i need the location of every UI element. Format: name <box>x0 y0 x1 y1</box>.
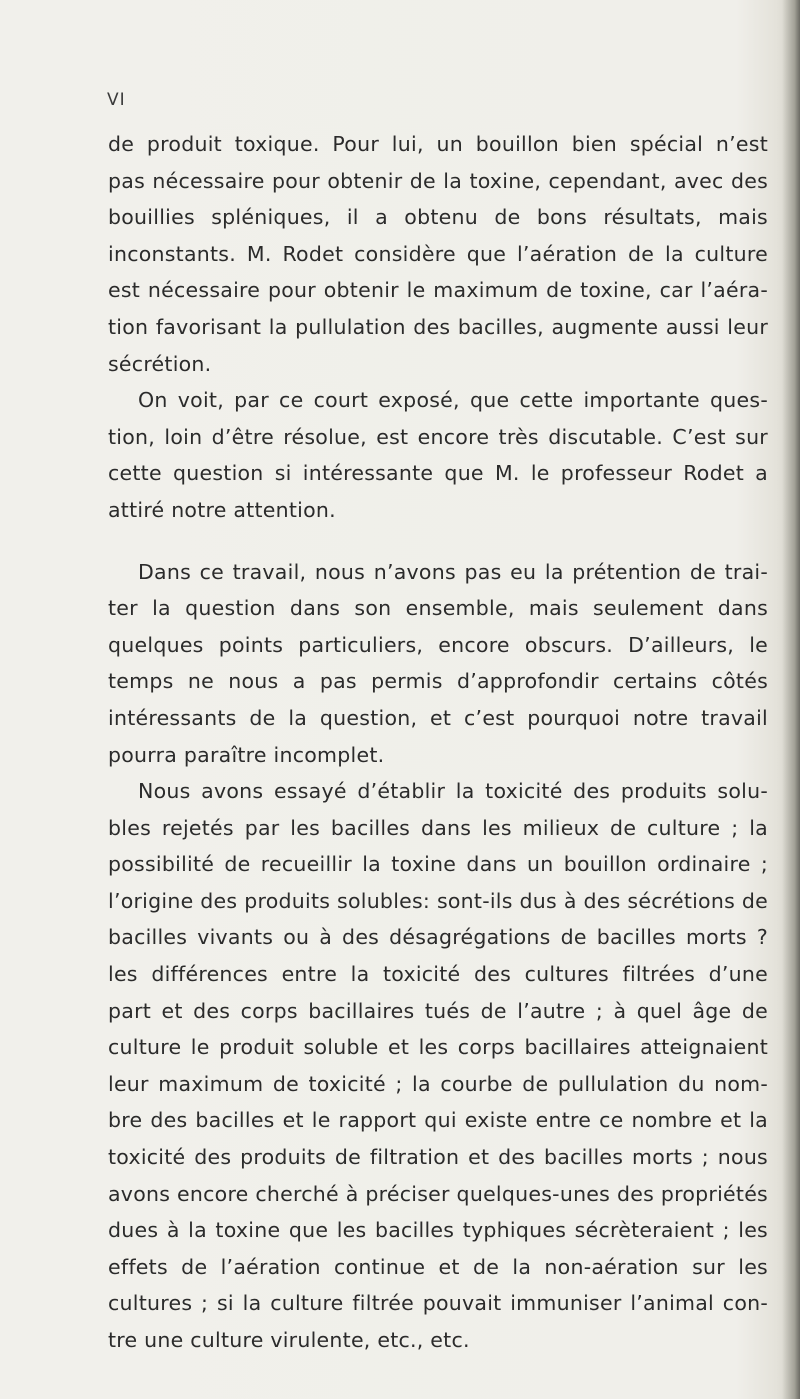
text-line: sécrétion. <box>108 351 212 376</box>
text-line: quelques points particuliers, encore obscurs. D’ailleurs, le <box>108 632 768 657</box>
text-line: avons encore cherché à préciser quelques-unes des propriétés <box>108 1181 768 1206</box>
text-line: bre des bacilles et le rapport qui existe entre ce nombre et la <box>108 1108 768 1133</box>
text-line: tion, loin d’être résolue, est encore très discutable. C’est sur <box>108 424 768 449</box>
text-line: effets de l’aération continue et de la non-aération sur les <box>108 1254 768 1279</box>
text-line: bacilles vivants ou à des désagrégations de bacilles morts ? <box>108 925 768 950</box>
text-line: toxicité des produits de filtration et des bacilles morts ; nous <box>108 1145 768 1170</box>
text-line: part et des corps bacillaires tués de l’autre ; à quel âge de <box>108 998 768 1023</box>
text-line: leur maximum de toxicité ; la courbe de pullulation du nom- <box>108 1071 768 1096</box>
text-line: est nécessaire pour obtenir le maximum de toxine, car l’aéra- <box>108 278 768 303</box>
text-line: tion favorisant la pullulation des bacilles, augmente aussi leur <box>108 314 768 339</box>
text-line: Dans ce travail, nous n’avons pas eu la prétention de trai- <box>138 559 768 584</box>
text-line: pas nécessaire pour obtenir de la toxine, cependant, avec des <box>108 168 768 193</box>
text-line: bles rejetés par les bacilles dans les milieux de culture ; la <box>108 815 768 840</box>
text-line: culture le produit soluble et les corps bacillaires atteignaient <box>108 1035 768 1060</box>
text-line: cultures ; si la culture filtrée pouvait immuniser l’animal con- <box>108 1291 768 1316</box>
text-line: Nous avons essayé d’établir la toxicité des produits solu- <box>138 779 768 804</box>
paragraph-1 <box>108 126 768 382</box>
text-line: inconstants. M. Rodet considère que l’aération de la culture <box>108 241 768 266</box>
text-line: attiré notre attention. <box>108 497 336 522</box>
text-line: pourra paraître incomplet. <box>108 742 385 767</box>
text-line: l’origine des produits solubles: sont-ils dus à des sécrétions de <box>108 888 768 913</box>
text-line: les différences entre la toxicité des cultures filtrées d’une <box>108 962 768 987</box>
text-line: temps ne nous a pas permis d’approfondir certains côtés <box>108 669 768 694</box>
text-line: ter la question dans son ensemble, mais seulement dans <box>108 596 768 621</box>
text-line: de produit toxique. Pour lui, un bouillon bien spécial n’est <box>108 132 768 156</box>
body-text <box>108 126 768 1359</box>
text-line: possibilité de recueillir la toxine dans un bouillon ordinaire ; <box>108 852 768 877</box>
text-line: dues à la toxine que les bacilles typhiques sécrèteraient ; les <box>108 1218 768 1243</box>
paragraph-gap <box>108 529 768 554</box>
page-edge-shadow <box>782 0 800 1399</box>
text-line: bouillies spléniques, il a obtenu de bons résultats, mais <box>108 205 768 230</box>
paragraph-2 <box>108 382 768 528</box>
text-line: cette question si intéressante que M. le professeur Rodet a <box>108 461 768 486</box>
paragraph-4 <box>108 773 768 1359</box>
page-number: VI <box>107 90 126 110</box>
text-line: tre une culture virulente, etc., etc. <box>108 1328 470 1352</box>
paragraph-3 <box>108 554 768 774</box>
text-line: intéressants de la question, et c’est pourquoi notre travail <box>108 705 768 730</box>
text-line: On voit, par ce court exposé, que cette importante ques- <box>138 388 768 413</box>
